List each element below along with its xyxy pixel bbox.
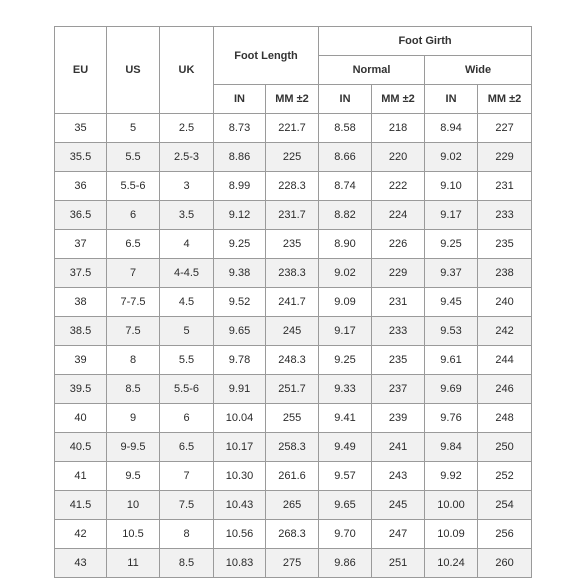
cell-wide-in: 9.84 [425,433,478,462]
header-normal: Normal [319,56,425,85]
cell-normal-in: 8.82 [319,201,372,230]
cell-eu: 39.5 [55,375,107,404]
cell-eu: 38 [55,288,107,317]
cell-normal-mm: 239 [372,404,425,433]
header-wide-in: IN [425,85,478,114]
cell-length-in: 9.12 [214,201,266,230]
cell-uk: 3 [160,172,214,201]
cell-eu: 36 [55,172,107,201]
cell-normal-mm: 247 [372,520,425,549]
cell-us: 10 [107,491,160,520]
cell-uk: 8.5 [160,549,214,578]
table-row [55,114,532,143]
cell-wide-in: 9.76 [425,404,478,433]
cell-normal-in: 8.58 [319,114,372,143]
cell-uk: 5.5 [160,346,214,375]
cell-uk: 4 [160,230,214,259]
size-table-body [55,114,532,578]
cell-length-in: 10.83 [214,549,266,578]
cell-length-in: 10.56 [214,520,266,549]
cell-normal-mm: 226 [372,230,425,259]
header-foot-length: Foot Length [214,27,319,85]
cell-normal-mm: 241 [372,433,425,462]
cell-length-mm: 238.3 [266,259,319,288]
cell-uk: 6 [160,404,214,433]
cell-length-mm: 251.7 [266,375,319,404]
cell-normal-in: 8.74 [319,172,372,201]
cell-eu: 35.5 [55,143,107,172]
cell-length-in: 10.43 [214,491,266,520]
header-normal-in: IN [319,85,372,114]
cell-us: 7.5 [107,317,160,346]
cell-normal-mm: 233 [372,317,425,346]
cell-wide-in: 9.37 [425,259,478,288]
cell-wide-mm: 256 [478,520,532,549]
cell-wide-mm: 252 [478,462,532,491]
cell-wide-mm: 242 [478,317,532,346]
cell-uk: 3.5 [160,201,214,230]
cell-normal-in: 9.65 [319,491,372,520]
table-row [55,317,532,346]
cell-wide-mm: 227 [478,114,532,143]
cell-length-in: 9.38 [214,259,266,288]
cell-length-in: 8.99 [214,172,266,201]
cell-length-in: 10.17 [214,433,266,462]
cell-eu: 37 [55,230,107,259]
cell-normal-in: 9.17 [319,317,372,346]
cell-wide-in: 9.17 [425,201,478,230]
cell-length-mm: 241.7 [266,288,319,317]
cell-normal-mm: 220 [372,143,425,172]
cell-normal-in: 9.02 [319,259,372,288]
cell-us: 7 [107,259,160,288]
cell-uk: 5.5-6 [160,375,214,404]
shoe-size-table [54,26,532,578]
cell-uk: 7.5 [160,491,214,520]
cell-us: 5 [107,114,160,143]
cell-normal-mm: 229 [372,259,425,288]
cell-length-mm: 255 [266,404,319,433]
cell-wide-in: 10.09 [425,520,478,549]
table-row [55,288,532,317]
cell-length-mm: 268.3 [266,520,319,549]
cell-wide-in: 9.61 [425,346,478,375]
cell-wide-mm: 231 [478,172,532,201]
cell-us: 8.5 [107,375,160,404]
table-row [55,143,532,172]
cell-length-in: 9.91 [214,375,266,404]
cell-wide-mm: 246 [478,375,532,404]
cell-eu: 40.5 [55,433,107,462]
cell-us: 9 [107,404,160,433]
cell-uk: 4-4.5 [160,259,214,288]
cell-length-in: 9.78 [214,346,266,375]
cell-uk: 8 [160,520,214,549]
cell-us: 11 [107,549,160,578]
cell-wide-mm: 238 [478,259,532,288]
cell-eu: 41.5 [55,491,107,520]
cell-us: 8 [107,346,160,375]
header-length-mm: MM ±2 [266,85,319,114]
cell-length-in: 8.86 [214,143,266,172]
cell-us: 7-7.5 [107,288,160,317]
cell-uk: 5 [160,317,214,346]
cell-wide-in: 9.53 [425,317,478,346]
cell-normal-in: 9.41 [319,404,372,433]
cell-normal-in: 9.57 [319,462,372,491]
table-row [55,462,532,491]
cell-normal-in: 9.49 [319,433,372,462]
cell-uk: 6.5 [160,433,214,462]
cell-normal-in: 8.66 [319,143,372,172]
cell-eu: 41 [55,462,107,491]
cell-wide-mm: 248 [478,404,532,433]
cell-normal-mm: 222 [372,172,425,201]
cell-length-mm: 275 [266,549,319,578]
cell-eu: 36.5 [55,201,107,230]
cell-wide-mm: 235 [478,230,532,259]
cell-wide-in: 9.25 [425,230,478,259]
cell-length-mm: 261.6 [266,462,319,491]
cell-length-mm: 248.3 [266,346,319,375]
cell-normal-mm: 237 [372,375,425,404]
cell-normal-mm: 231 [372,288,425,317]
header-eu: EU [55,27,107,114]
table-row [55,259,532,288]
header-length-in: IN [214,85,266,114]
cell-us: 9-9.5 [107,433,160,462]
cell-wide-in: 8.94 [425,114,478,143]
cell-length-mm: 245 [266,317,319,346]
header-foot-girth: Foot Girth [319,27,532,56]
cell-us: 5.5-6 [107,172,160,201]
cell-wide-mm: 240 [478,288,532,317]
cell-eu: 37.5 [55,259,107,288]
cell-length-in: 10.30 [214,462,266,491]
cell-length-mm: 231.7 [266,201,319,230]
cell-eu: 40 [55,404,107,433]
cell-normal-in: 9.33 [319,375,372,404]
table-row [55,201,532,230]
cell-us: 9.5 [107,462,160,491]
cell-wide-mm: 254 [478,491,532,520]
cell-normal-in: 9.86 [319,549,372,578]
header-wide: Wide [425,56,532,85]
cell-wide-mm: 260 [478,549,532,578]
cell-length-mm: 225 [266,143,319,172]
cell-wide-in: 10.00 [425,491,478,520]
table-row [55,491,532,520]
cell-wide-mm: 250 [478,433,532,462]
cell-us: 5.5 [107,143,160,172]
header-wide-mm: MM ±2 [478,85,532,114]
cell-length-mm: 258.3 [266,433,319,462]
cell-normal-in: 9.09 [319,288,372,317]
table-row [55,520,532,549]
cell-length-in: 9.25 [214,230,266,259]
cell-eu: 35 [55,114,107,143]
cell-wide-in: 9.45 [425,288,478,317]
cell-wide-mm: 244 [478,346,532,375]
cell-length-mm: 228.3 [266,172,319,201]
cell-normal-mm: 218 [372,114,425,143]
cell-length-in: 10.04 [214,404,266,433]
cell-length-mm: 221.7 [266,114,319,143]
cell-wide-in: 9.92 [425,462,478,491]
cell-wide-mm: 233 [478,201,532,230]
table-row [55,549,532,578]
cell-uk: 2.5-3 [160,143,214,172]
cell-normal-mm: 245 [372,491,425,520]
table-row [55,172,532,201]
cell-wide-in: 9.02 [425,143,478,172]
cell-uk: 2.5 [160,114,214,143]
cell-normal-mm: 251 [372,549,425,578]
cell-uk: 7 [160,462,214,491]
cell-normal-in: 9.25 [319,346,372,375]
cell-normal-mm: 243 [372,462,425,491]
cell-normal-in: 8.90 [319,230,372,259]
cell-eu: 43 [55,549,107,578]
table-row [55,375,532,404]
cell-wide-in: 9.10 [425,172,478,201]
table-row [55,230,532,259]
header-us: US [107,27,160,114]
header-uk: UK [160,27,214,114]
cell-wide-in: 9.69 [425,375,478,404]
cell-uk: 4.5 [160,288,214,317]
table-row [55,346,532,375]
cell-length-in: 9.65 [214,317,266,346]
cell-eu: 42 [55,520,107,549]
cell-us: 10.5 [107,520,160,549]
cell-length-in: 8.73 [214,114,266,143]
cell-wide-mm: 229 [478,143,532,172]
cell-normal-mm: 235 [372,346,425,375]
cell-eu: 39 [55,346,107,375]
cell-us: 6 [107,201,160,230]
cell-eu: 38.5 [55,317,107,346]
cell-length-mm: 265 [266,491,319,520]
table-row [55,433,532,462]
cell-length-in: 9.52 [214,288,266,317]
cell-us: 6.5 [107,230,160,259]
cell-wide-in: 10.24 [425,549,478,578]
cell-length-mm: 235 [266,230,319,259]
table-row [55,404,532,433]
cell-normal-mm: 224 [372,201,425,230]
header-normal-mm: MM ±2 [372,85,425,114]
cell-normal-in: 9.70 [319,520,372,549]
